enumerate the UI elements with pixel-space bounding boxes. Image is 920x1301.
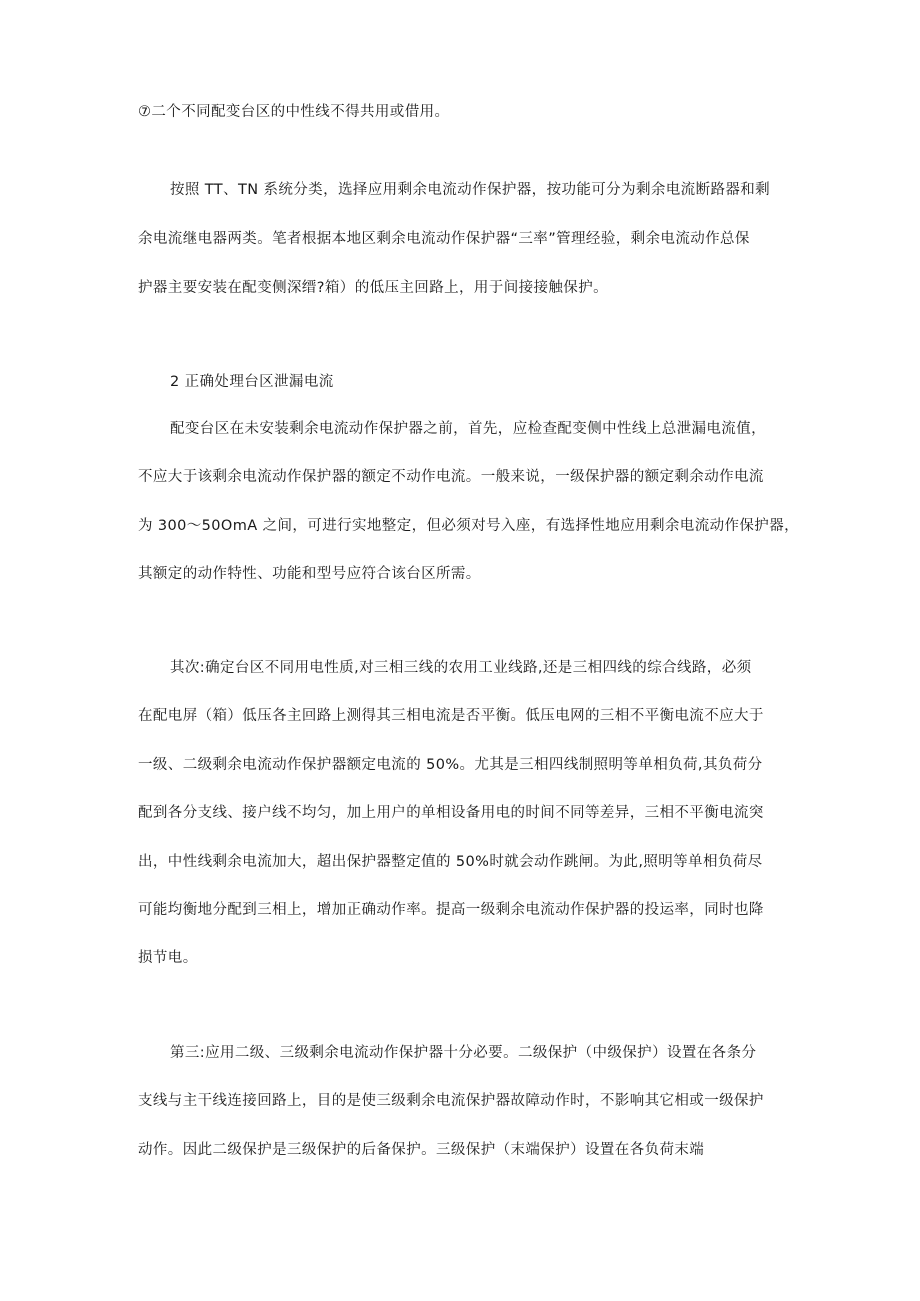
paragraph-2-line-3: 护器主要安装在配变侧深缙?箱）的低压主回路上，用于间接接触保护。 xyxy=(138,280,608,296)
paragraph-3-line-3: 为 300～50OmA 之间，可进行实地整定，但必须对号入座，有选择性地应用剩余电流动作保护器， xyxy=(138,518,799,534)
paragraph-5-line-3: 动作。因此二级保护是三级保护的后备保护。三级保护（末端保护）设置在各负荷末端 xyxy=(138,1142,705,1158)
paragraph-4-line-2: 在配电屏（箱）低压各主回路上测得其三相电流是否平衡。低压电网的三相不平衡电流不应大于 xyxy=(138,708,764,724)
paragraph-5-line-1: 第三:应用二级、三级剩余电流动作保护器十分必要。二级保护（中级保护）设置在各条分 xyxy=(170,1045,757,1061)
paragraph-5-line-2: 支线与主干线连接回路上，目的是使三级剩余电流保护器故障动作时，不影响其它相或一级保护 xyxy=(138,1093,764,1109)
paragraph-4-line-3: 一级、二级剩余电流动作保护器额定电流的 50%。尤其是三相四线制照明等单相负荷,其负荷分 xyxy=(138,757,763,773)
paragraph-2-line-2: 余电流继电器两类。笔者根据本地区剩余电流动作保护器“三率”管理经验，剩余电流动作总保 xyxy=(138,231,750,247)
paragraph-3-line-4: 其额定的动作特性、功能和型号应符合该台区所需。 xyxy=(138,566,481,582)
paragraph-1-line-1: ⑦二个不同配变台区的中性线不得共用或借用。 xyxy=(138,104,450,120)
paragraph-4-line-4: 配到各分支线、接户线不均匀，加上用户的单相设备用电的时间不同等差异，三相不平衡电流突 xyxy=(138,805,764,821)
paragraph-3-line-2: 不应大于该剩余电流动作保护器的额定不动作电流。一般来说，一级保护器的额定剩余动作电流 xyxy=(138,469,764,485)
paragraph-4-line-6: 可能均衡地分配到三相上，增加正确动作率。提高一级剩余电流动作保护器的投运率，同时也降 xyxy=(138,902,764,918)
paragraph-4-line-1: 其次:确定台区不同用电性质,对三相三线的农用工业线路,还是三相四线的综合线路，必须 xyxy=(170,660,752,676)
paragraph-4-line-7: 损节电。 xyxy=(138,950,198,966)
paragraph-2-line-1: 按照 TT、TN 系统分类，选择应用剩余电流动作保护器，按功能可分为剩余电流断路器和剩 xyxy=(170,182,771,198)
paragraph-4-line-5: 出，中性线剩余电流加大，超出保护器整定值的 50%时就会动作跳闸。为此,照明等单相负荷尽 xyxy=(138,854,763,870)
section-heading: 2 正确处理台区泄漏电流 xyxy=(170,374,334,390)
paragraph-3-line-1: 配变台区在未安装剩余电流动作保护器之前，首先，应检查配变侧中性线上总泄漏电流值， xyxy=(170,421,766,437)
